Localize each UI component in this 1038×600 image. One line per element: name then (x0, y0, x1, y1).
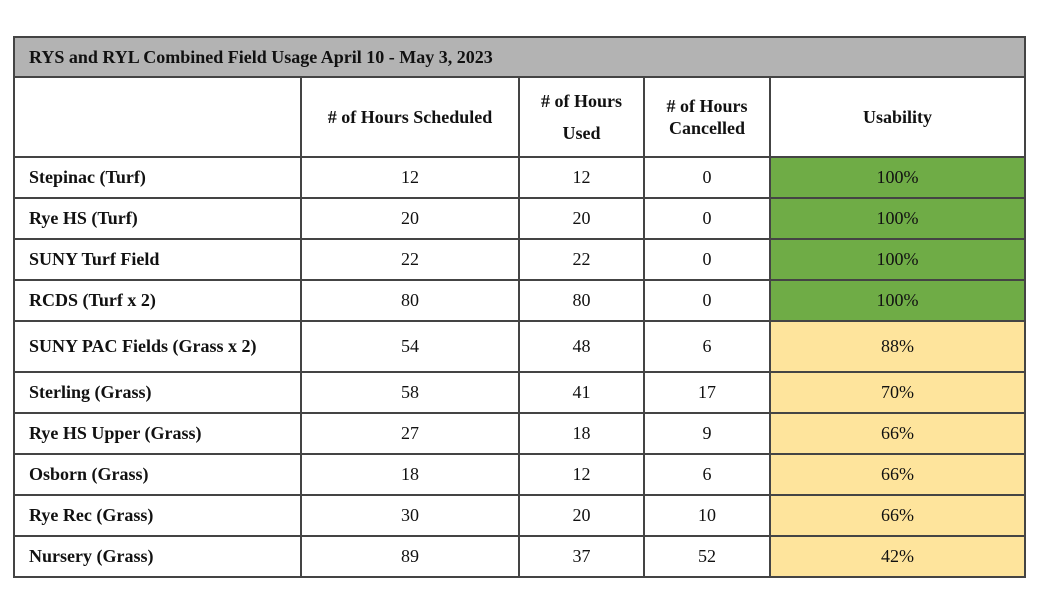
table-row (14, 280, 1025, 321)
hours-used-cell: 48 (519, 321, 644, 372)
usability-cell: 70% (770, 372, 1025, 413)
hours-scheduled-cell: 89 (301, 536, 519, 577)
header-hours-used-line1: # of Hours (541, 90, 622, 111)
usability-cell: 42% (770, 536, 1025, 577)
usability-cell: 66% (770, 413, 1025, 454)
table-row (14, 239, 1025, 280)
hours-used-cell: 12 (519, 454, 644, 495)
hours-used-cell: 20 (519, 495, 644, 536)
table-row (14, 536, 1025, 577)
hours-cancelled-cell: 0 (644, 280, 770, 321)
hours-scheduled-cell: 22 (301, 239, 519, 280)
table-row (14, 454, 1025, 495)
hours-used-cell: 80 (519, 280, 644, 321)
hours-used-cell: 22 (519, 239, 644, 280)
table-row (14, 157, 1025, 198)
usability-cell: 100% (770, 239, 1025, 280)
field-name-cell: Sterling (Grass) (14, 372, 301, 413)
hours-scheduled-cell: 27 (301, 413, 519, 454)
usability-cell: 66% (770, 495, 1025, 536)
hours-cancelled-cell: 9 (644, 413, 770, 454)
field-name-cell: SUNY PAC Fields (Grass x 2) (14, 321, 301, 372)
hours-used-cell: 18 (519, 413, 644, 454)
field-usage-table (13, 36, 1026, 578)
header-hours-used (519, 77, 644, 157)
usability-cell: 100% (770, 198, 1025, 239)
usability-cell: 88% (770, 321, 1025, 372)
header-hours-used-line2: Used (562, 123, 601, 143)
title-row (14, 37, 1025, 77)
hours-scheduled-cell: 58 (301, 372, 519, 413)
hours-scheduled-cell: 80 (301, 280, 519, 321)
header-hours-cancelled (644, 77, 770, 157)
field-name-cell: Nursery (Grass) (14, 536, 301, 577)
usability-cell: 66% (770, 454, 1025, 495)
header-usability: Usability (770, 77, 1025, 157)
table-row (14, 372, 1025, 413)
hours-cancelled-cell: 0 (644, 157, 770, 198)
hours-used-cell: 12 (519, 157, 644, 198)
field-name-cell: SUNY Turf Field (14, 239, 301, 280)
header-hours-cancelled-line1: # of Hours (666, 95, 748, 116)
usability-cell: 100% (770, 280, 1025, 321)
hours-cancelled-cell: 10 (644, 495, 770, 536)
field-name-cell: Rye HS Upper (Grass) (14, 413, 301, 454)
header-row (14, 77, 1025, 157)
field-name-cell: Osborn (Grass) (14, 454, 301, 495)
field-name-cell: RCDS (Turf x 2) (14, 280, 301, 321)
table-row (14, 495, 1025, 536)
header-field (14, 77, 301, 157)
hours-scheduled-cell: 18 (301, 454, 519, 495)
hours-used-cell: 41 (519, 372, 644, 413)
header-hours-cancelled-line2: Cancelled (669, 118, 745, 138)
hours-scheduled-cell: 54 (301, 321, 519, 372)
table-row (14, 198, 1025, 239)
hours-cancelled-cell: 17 (644, 372, 770, 413)
usability-cell: 100% (770, 157, 1025, 198)
hours-cancelled-cell: 6 (644, 454, 770, 495)
hours-scheduled-cell: 12 (301, 157, 519, 198)
field-name-cell: Rye Rec (Grass) (14, 495, 301, 536)
field-name-cell: Stepinac (Turf) (14, 157, 301, 198)
header-hours-scheduled: # of Hours Scheduled (301, 77, 519, 157)
hours-cancelled-cell: 0 (644, 239, 770, 280)
hours-cancelled-cell: 52 (644, 536, 770, 577)
table-row (14, 413, 1025, 454)
hours-used-cell: 37 (519, 536, 644, 577)
hours-cancelled-cell: 0 (644, 198, 770, 239)
hours-used-cell: 20 (519, 198, 644, 239)
hours-cancelled-cell: 6 (644, 321, 770, 372)
table-title: RYS and RYL Combined Field Usage April 10 - May 3, 2023 (14, 37, 1025, 77)
field-name-cell: Rye HS (Turf) (14, 198, 301, 239)
hours-scheduled-cell: 20 (301, 198, 519, 239)
hours-scheduled-cell: 30 (301, 495, 519, 536)
table-row (14, 321, 1025, 372)
